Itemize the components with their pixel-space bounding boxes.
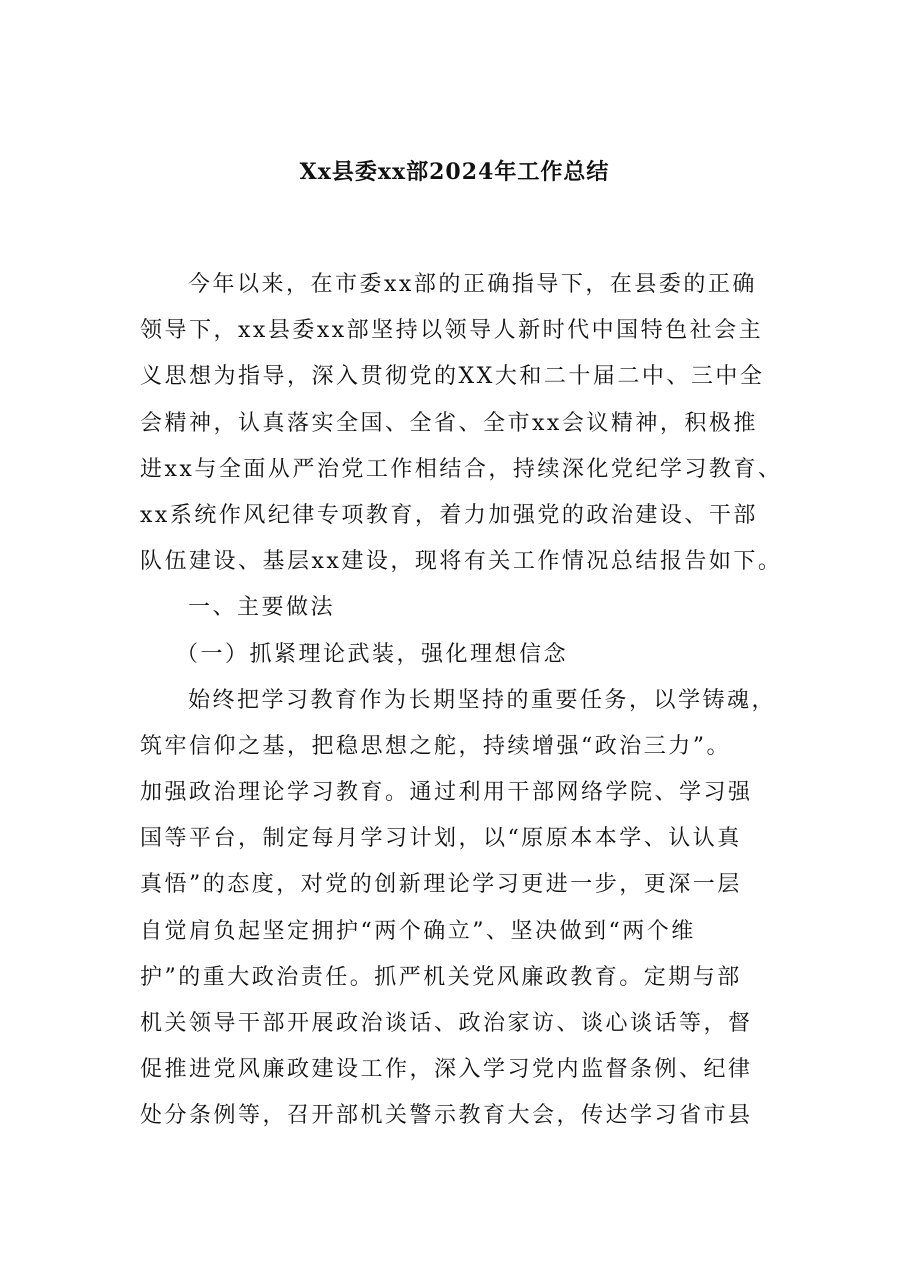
- paragraph-line: 自觉肩负起坚定拥护“两个确立”、坚决做到“两个维: [140, 918, 696, 944]
- paragraph-line: 进xx与全面从严治党工作相结合，持续深化党纪学习教育、: [140, 456, 783, 482]
- paragraph-line: 一、主要做法: [188, 595, 336, 621]
- paragraph-line: 国等平台，制定每月学习计划，以“原原本本学、认认真: [140, 826, 742, 852]
- paragraph-line: 加强政治理论学习教育。通过利用干部网络学院、学习强: [140, 780, 753, 806]
- paragraph-line: 义思想为指导，深入贯彻党的XX大和二十届二中、三中全: [140, 364, 765, 390]
- paragraph-line: 促推进党风廉政建设工作，深入学习党内监督条例、纪律: [140, 1057, 753, 1083]
- paragraph-line: 真悟”的态度，对党的创新理论学习更进一步，更深一层: [140, 872, 742, 898]
- paragraph-line: xx系统作风纪律专项教育，着力加强党的政治建设、干部: [140, 502, 758, 528]
- document-body: [140, 262, 790, 1140]
- paragraph-line: 今年以来，在市委xx部的正确指导下，在县委的正确: [188, 272, 757, 297]
- paragraph-line: 筑牢信仰之基，把稳思想之舵，持续增强“政治三力”。: [140, 733, 731, 759]
- paragraph-line: 护”的重大政治责任。抓严机关党风廉政教育。定期与部: [140, 964, 742, 990]
- document-title: Xx县委xx部2024年工作总结: [299, 159, 610, 185]
- paragraph-line: 始终把学习教育作为长期坚持的重要任务，以学铸魂，: [188, 687, 777, 713]
- paragraph-line: 队伍建设、基层xx建设，现将有关工作情况总结报告如下。: [140, 549, 783, 575]
- paragraph-line: （一）抓紧理论武装，强化理想信念: [176, 641, 569, 667]
- paragraph-line: 会精神，认真落实全国、全省、全市xx会议精神，积极推: [140, 410, 758, 436]
- paragraph-line: 处分条例等，召开部机关警示教育大会，传达学习省市县: [140, 1103, 753, 1129]
- paragraph-line: 机关领导干部开展政治谈话、政治家访、谈心谈话等，督: [140, 1011, 753, 1036]
- paragraph-line: 领导下，xx县委xx部坚持以领导人新时代中国特色社会主: [140, 318, 764, 344]
